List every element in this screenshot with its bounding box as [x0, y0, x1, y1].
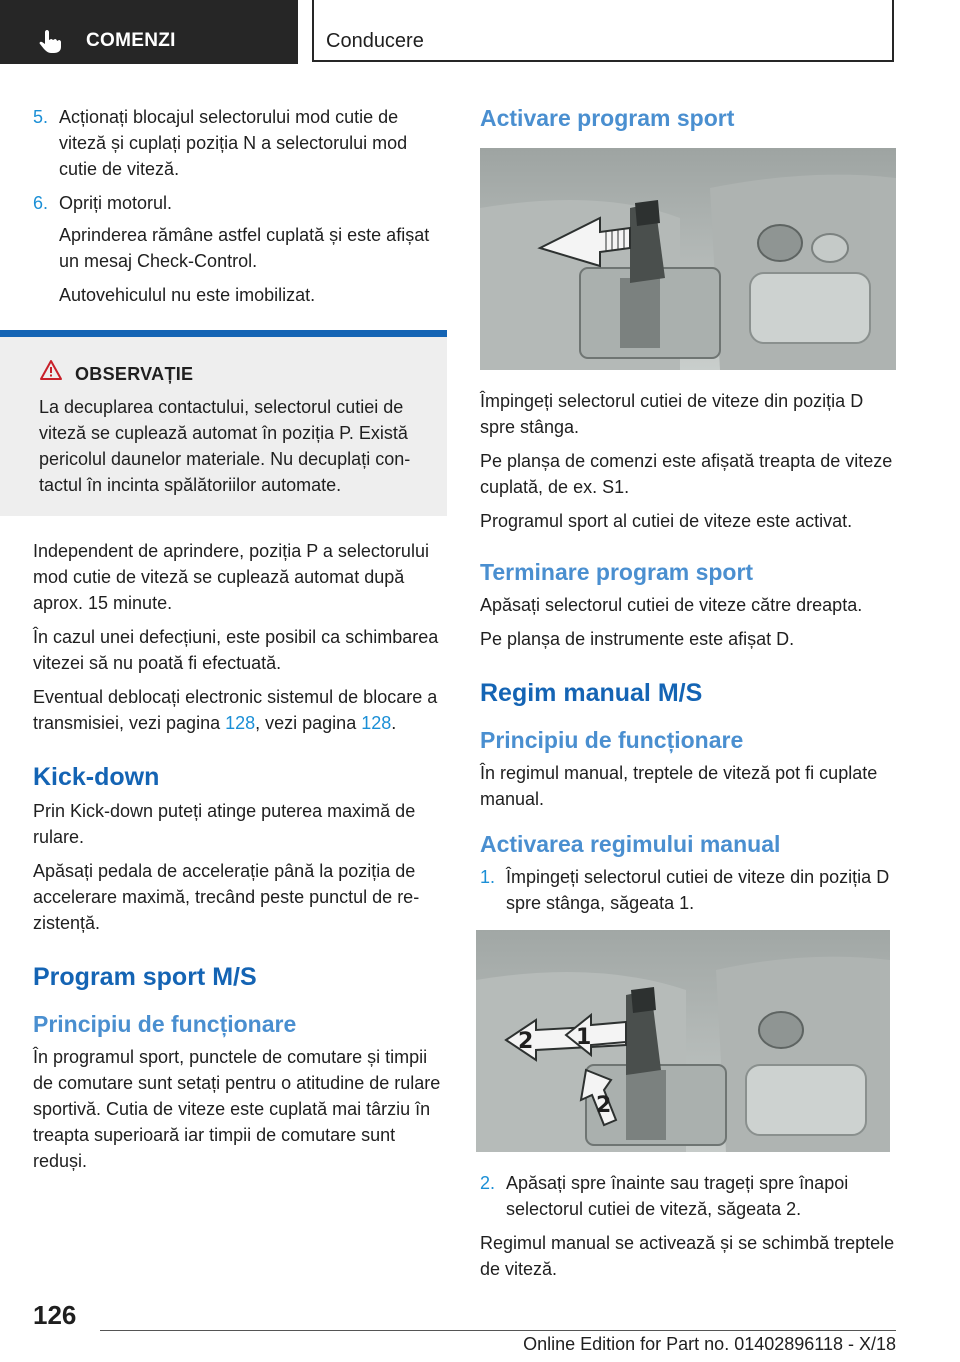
heading-activate-manual: Activarea regimului manual [480, 831, 781, 857]
text: . [391, 713, 397, 733]
paragraph: Prin Kick-down puteți atinge puterea maximă de rulare. [33, 801, 416, 847]
heading-activate-sport: Activare program sport [480, 105, 735, 131]
notice-box [0, 330, 447, 516]
step-text: Împingeți selectorul cutiei de viteze din poziția D spre stânga, săgeata 1. [506, 867, 890, 913]
text: Eventual deblocați electronic sistemul de blocare a transmisiei, vezi pagina [33, 687, 438, 733]
paragraph: În programul sport, punctele de comutare și timpii de comutare sunt setați pentru o atitudine de rulare sportivă. Cutia de viteze este cuplată mai târziu în treapta superioară iar timpii de comutare sunt reduși. [33, 1047, 441, 1171]
text: , vezi pagina [255, 713, 362, 733]
step-number: 6. [33, 193, 49, 213]
paragraph: Apăsați pedala de accelerație până la poziția de accelerare maximă, trecând peste punctul de rezistență. [33, 861, 420, 933]
step-number: 5. [33, 107, 49, 127]
chapter-tab[interactable] [0, 0, 298, 64]
step-1 [480, 864, 896, 916]
footer-divider [100, 1330, 896, 1331]
page-link[interactable]: 128 [361, 713, 392, 733]
notice-title: OBSERVAȚIE [75, 363, 194, 384]
notice-text: La decuplarea contactului, selectorul cutiei de viteză se cuplează automat în poziția P. Există pericolul daunelor materiale. Nu decuplați contactul în incinta spălătoriilor automate. [39, 397, 411, 495]
warning-triangle-icon [39, 359, 63, 388]
heading-end-sport: Terminare program sport [480, 559, 754, 585]
step-6-detail: Aprinderea rămâne astfel cuplată și este afișat un mesaj Check-Control. [59, 225, 430, 271]
step-number: 1. [480, 867, 496, 887]
paragraph: Împingeți selectorul cutiei de viteze din poziția D spre stânga. [480, 391, 864, 437]
gear-selector-arrows-photo [476, 930, 890, 1152]
arrow-label-2: 2 [596, 1093, 612, 1118]
hand-pointer-icon [38, 28, 64, 59]
step-2 [480, 1170, 896, 1222]
section-header [312, 0, 894, 62]
step-text: Apăsați spre înainte sau trageți spre înapoi selectorul cutiei de viteză, săgeata 2. [506, 1173, 849, 1219]
paragraph: Regimul manual se activează și se schimbă treptele de viteză. [480, 1233, 895, 1279]
paragraph: Apăsați selectorul cutiei de viteze către dreapta. [480, 595, 863, 615]
step-6 [33, 190, 447, 216]
step-text: Opriți motorul. [59, 193, 173, 213]
right-column [480, 104, 896, 1290]
heading-manual-mode: Regim manual M/S [480, 679, 703, 707]
page-number: 126 [33, 1300, 77, 1330]
paragraph: Independent de aprindere, poziția P a selectorului mod cutie de viteză se cuplează automat după aprox. 15 minute. [33, 541, 429, 613]
arrow-label-1: 1 [576, 1025, 592, 1050]
paragraph: În cazul unei defecțiuni, este posibil ca schimbarea vitezei să nu poată fi efectuată. [33, 627, 439, 673]
step-number: 2. [480, 1173, 496, 1193]
gear-selector-photo [480, 148, 896, 370]
heading-kick-down: Kick-down [33, 763, 160, 791]
paragraph: Pe planșa de instrumente este afișat D. [480, 629, 795, 649]
notice-header [39, 359, 433, 388]
chapter-tab-label: COMENZI [86, 30, 176, 51]
paragraph: Programul sport al cutiei de viteze este activat. [480, 511, 853, 531]
paragraph [33, 684, 447, 736]
subheading-principle: Principiu de funcționare [33, 1011, 297, 1037]
arrow-label-2: 2 [518, 1029, 534, 1054]
section-title: Conducere [326, 30, 424, 52]
paragraph: În regimul manual, treptele de viteză pot fi cuplate manual. [480, 763, 878, 809]
subheading-principle: Principiu de funcționare [480, 727, 744, 753]
step-6-detail: Autovehiculul nu este imobilizat. [59, 285, 316, 305]
heading-sport-program: Program sport M/S [33, 963, 257, 991]
left-column [33, 104, 447, 1182]
page-link[interactable]: 128 [225, 713, 256, 733]
edition-note: Online Edition for Part no. 01402896118 - X/18 [523, 1334, 896, 1354]
step-5 [33, 104, 447, 182]
paragraph: Pe planșa de comenzi este afișată treapta de viteze cuplată, de ex. S1. [480, 451, 893, 497]
step-text: Acționați blocajul selectorului mod cutie de viteză și cuplați poziția N a selectorului mod cutie de viteză. [59, 107, 408, 179]
